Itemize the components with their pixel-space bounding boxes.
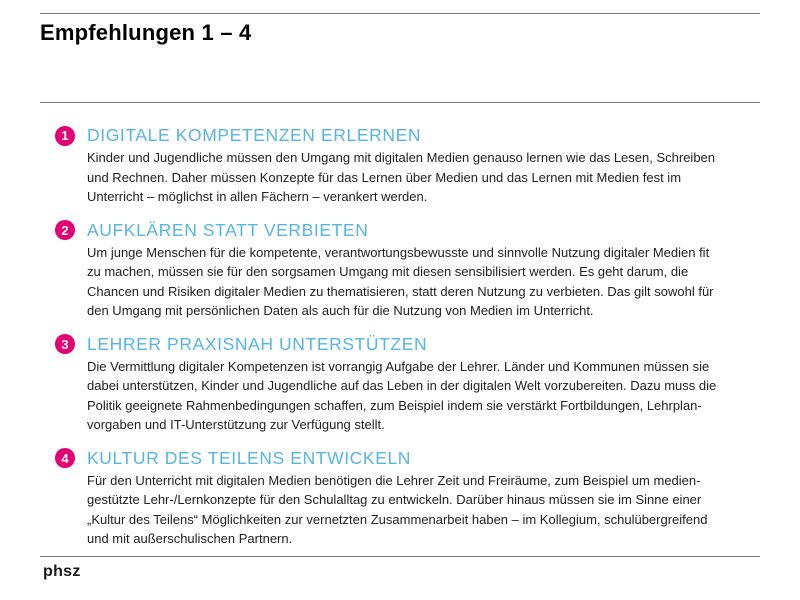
recommendation-text [87,471,745,549]
text-line: und Rechnen. Daher müssen Konzepte für das Lernen über Medien und das Lernen mit Medien fest im [87,169,682,185]
recommendation-header [55,219,745,242]
title-divider [40,102,760,103]
recommendation-header [55,447,745,470]
recommendation-text [87,148,745,207]
phsz-logo: phsz [43,563,81,580]
number-badge-icon: 4 [55,448,75,468]
recommendation-heading: DIGITALE KOMPETENZEN ERLERNEN [87,125,422,145]
number-badge-icon: 3 [55,334,75,354]
text-line: und mit außerschulischen Partnern. [87,531,293,546]
recommendation-heading: KULTUR DES TEILENS ENTWICKELN [87,447,412,468]
recommendation-2 [55,219,745,321]
recommendation-header [55,333,745,356]
footer-divider [40,556,760,557]
text-line: gestützte Lehr-/Lernkonzepte für den Schulalltag zu entwickeln. Darüber hinaus müssen sie im Sinne einer [87,492,702,507]
text-line: Die Vermittlung digitaler Kompetenzen ist vorrangig Aufgabe der Lehrer. Länder und Kommunen müssen sie [87,358,710,374]
recommendation-header [55,124,745,147]
text-line: Kinder und Jugendliche müssen den Umgang mit digitalen Medien genauso lernen wie das Lesen, Schreiben [87,150,716,165]
top-divider [40,13,760,14]
text-line: Um junge Menschen für die kompetente, verantwortungsbewusste und sinnvolle Nutzung digitaler Medien fit [87,244,710,260]
recommendation-heading: AUFKLÄREN STATT VERBIETEN [87,219,369,240]
text-line: Für den Unterricht mit digitalen Medien benötigen die Lehrer Zeit und Freiräume, zum Beispiel um medien- [87,472,701,488]
slide-title: Empfehlungen 1 – 4 [40,20,252,45]
recommendation-4 [55,447,745,549]
text-line: Chancen und Risiken digitaler Medien zu thematisieren, statt deren Nutzung zu verbieten. Das gilt sowohl für [87,283,714,299]
text-line: Politik geeignete Rahmenbedingungen schaffen, zum Beispiel indem sie verstärkt Fortbildungen, Lehrplan- [87,397,702,413]
text-line: „Kultur des Teilens“ Möglichkeiten zur vernetzten Zusammenarbeit haben – im Kollegium, schulübergreifend [87,511,708,527]
text-line: Unterricht – möglichst in allen Fächern – verankert werden. [87,189,428,204]
text-line: vorgaben und IT-Unterstützung zur Verfügung stellt. [87,417,385,432]
recommendation-3 [55,333,745,435]
recommendation-heading: LEHRER PRAXISNAH UNTERSTÜTZEN [87,333,428,354]
text-line: dabei unterstützen, Kinder und Jugendliche auf das Leben in der digitalen Welt vorzubereiten. Dazu muss die [87,378,717,393]
number-badge-icon: 2 [55,220,75,240]
text-line: den Umgang mit persönlichen Daten als auch für die Nutzung von Medien im Unterricht. [87,303,594,318]
recommendation-text [87,357,745,435]
number-badge-icon: 1 [55,126,75,146]
recommendation-1 [55,124,745,207]
recommendations-list [55,124,745,561]
text-line: zu machen, müssen sie für den sorgsamen Umgang mit diesen sensibilisiert werden. Es geht darum, die [87,264,689,279]
recommendation-text [87,243,745,321]
